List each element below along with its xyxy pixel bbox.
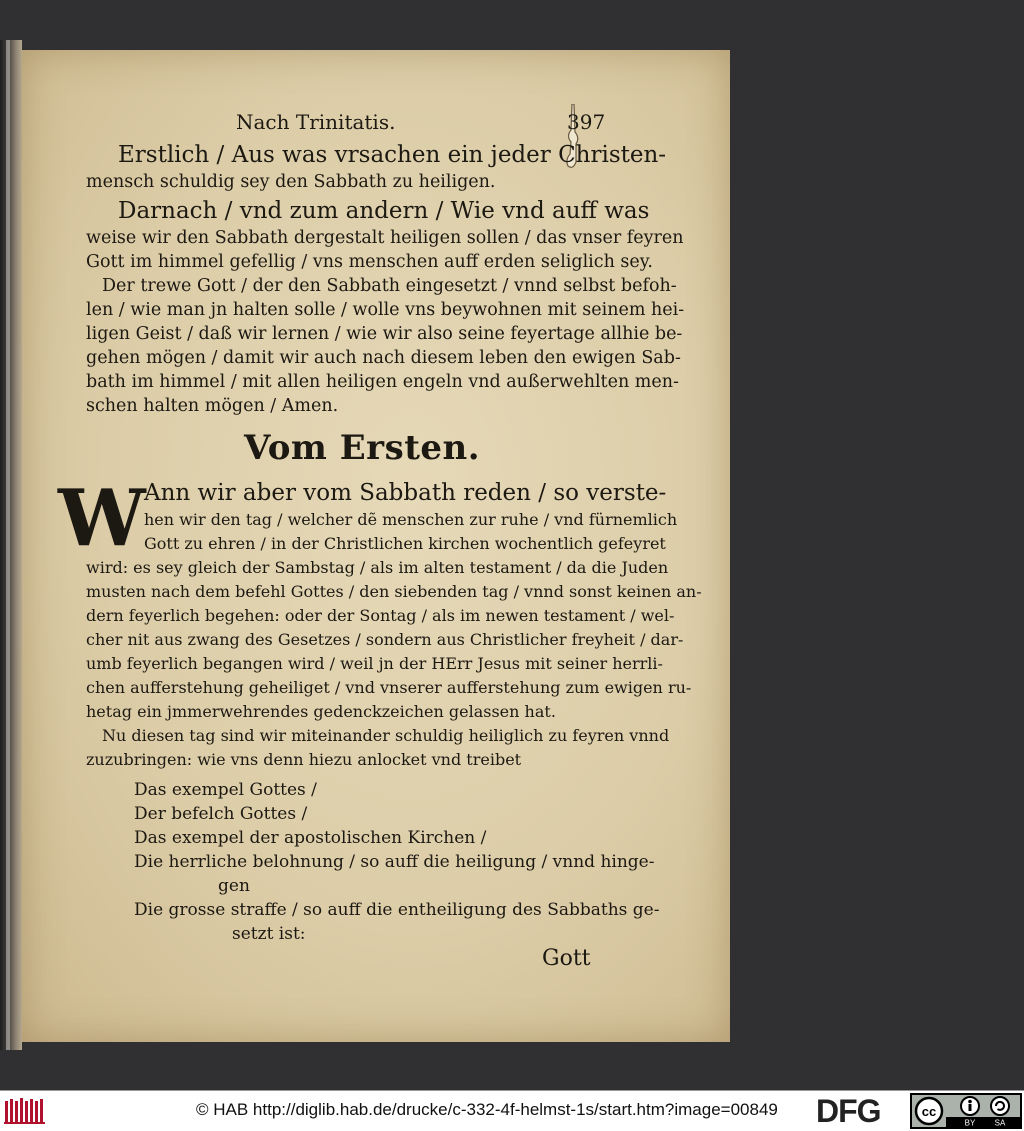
license-label: BY [964,1118,976,1127]
intro-line: bath im himmel / mit allen heiligen engeln vnd außerwehlten men- [86,372,679,392]
intro-line: mensch schuldig sey den Sabbath zu heiligen. [86,172,496,192]
cc-license-badge[interactable] [910,1093,1022,1129]
body-line: wird: es sey gleich der Sambstag / als im alten testament / da die Juden [86,558,669,577]
intro-line: gehen mögen / damit wir auch nach diesem leben den ewigen Sab- [86,348,681,368]
page-number: 397 [567,110,606,134]
footer-bar [0,1090,1024,1131]
intro-line: Der trewe Gott / der den Sabbath eingesetzt / vnnd selbst befoh- [102,276,677,296]
body-line: Gott zu ehren / in der Christlichen kirchen wochentlich gefeyret [144,534,666,553]
list-item: Das exempel Gottes / [134,780,317,800]
running-head: Nach Trinitatis. [236,110,396,134]
copyright-link[interactable]: © HAB http://diglib.hab.de/drucke/c-332-4f-helmst-1s/start.htm?image=00849 [196,1100,778,1119]
body-line: chen aufferstehung geheiliget / vnd vnserer aufferstehung zum ewigen ru- [86,678,692,697]
list-item: gen [218,876,250,896]
list-item: Der befelch Gottes / [134,804,308,824]
body-line: musten nach dem befehl Gottes / den siebenden tag / vnnd sonst keinen an- [86,582,702,601]
body-line: hen wir den tag / welcher dẽ menschen zur ruhe / vnd fürnemlich [144,510,678,529]
cc-icon [912,1095,1020,1127]
book-spine-edge [0,40,22,1050]
section-heading: Vom Ersten. [244,428,481,468]
book-page [22,50,730,1042]
list-item: Die herrliche belohnung / so auff die heiligung / vnnd hinge- [134,852,655,872]
license-label: SA [994,1118,1006,1127]
sa-icon [991,1097,1009,1115]
body-line: Nu diesen tag sind wir miteinander schuldig heiliglich zu feyren vnnd [102,726,670,745]
intro-line: schen halten mögen / Amen. [86,396,339,416]
body-line: umb feyerlich begangen wird / weil jn der HErr Jesus mit seiner herrli- [86,654,663,673]
intro-line: Erstlich / Aus was vrsachen ein jeder Christen- [118,142,667,168]
intro-line: Gott im himmel gefellig / vns menschen auff erden seliglich sey. [86,252,653,272]
list-item: Das exempel der apostolischen Kirchen / [134,828,487,848]
body-line: dern feyerlich begehen: oder der Sontag / als im newen testament / wel- [86,606,675,625]
intro-line: weise wir den Sabbath dergestalt heiligen sollen / das vnser feyren [86,228,684,248]
intro-line: Darnach / vnd zum andern / Wie vnd auff was [118,198,650,224]
intro-line: ligen Geist / daß wir lernen / wie wir also seine feyertage allhie be- [86,324,683,344]
intro-line: len / wie man jn halten solle / wolle vns beywohnen mit seinem hei- [86,300,685,320]
catchword: Gott [542,946,591,971]
body-line: zuzubringen: wie vns denn hiezu anlocket vnd treibet [86,750,522,769]
hab-logo-icon[interactable] [4,1097,48,1125]
list-item: setzt ist: [232,924,306,944]
svg-text:cc: cc [921,1104,937,1119]
dfg-logo[interactable]: DFG [816,1093,881,1129]
body-line: cher nit aus zwang des Gesetzes / sondern aus Christlicher freyheit / dar- [86,630,684,649]
list-item: Die grosse straffe / so auff die entheiligung des Sabbaths ge- [134,900,660,920]
body-line: hetag ein jmmerwehrendes gedenckzeichen gelassen hat. [86,702,556,721]
decorated-initial: W [58,473,146,564]
body-line: Ann wir aber vom Sabbath reden / so verste- [144,480,667,506]
